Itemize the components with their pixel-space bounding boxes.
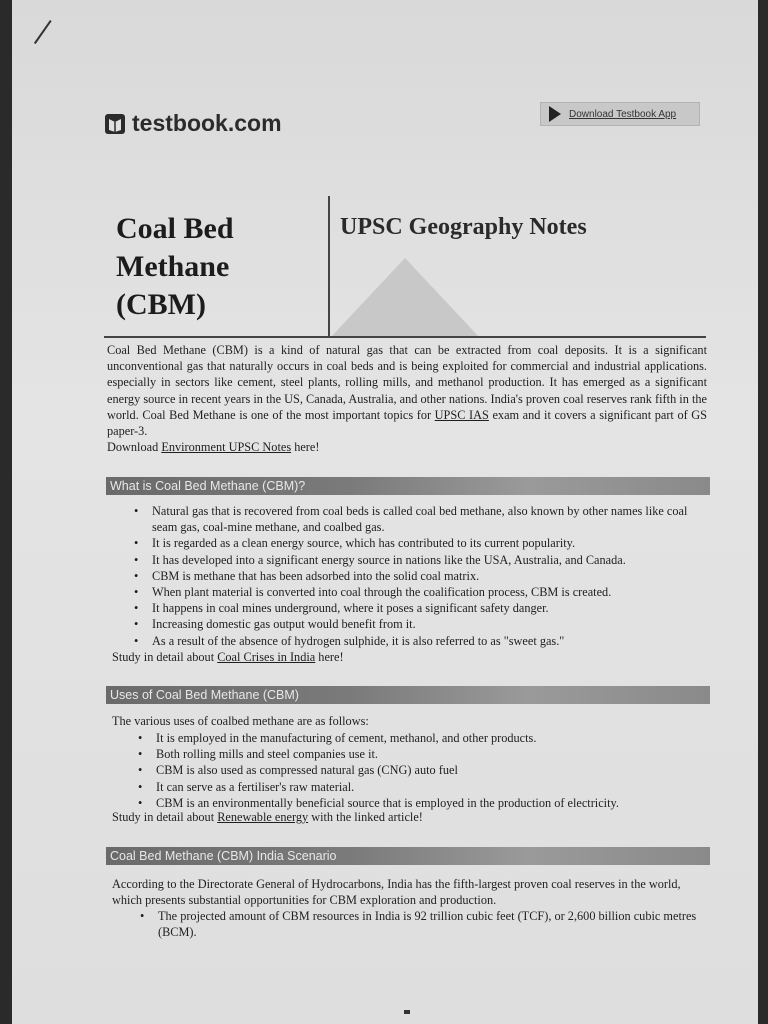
india-scenario-list [136, 908, 716, 940]
study-suffix: here! [315, 650, 344, 664]
section-heading-uses: Uses of Coal Bed Methane (CBM) [106, 686, 710, 704]
list-item: • Both rolling mills and steel companies use it. [134, 746, 714, 762]
list-item: • CBM is methane that has been adsorbed into the solid coal matrix. [130, 568, 710, 584]
decorative-triangle [330, 258, 480, 338]
study-prefix: Study in detail about [112, 650, 218, 664]
upsc-ias-link[interactable]: UPSC IAS [434, 407, 489, 422]
header-divider [104, 336, 706, 338]
book-logo-icon [104, 112, 126, 136]
download-app-label: Download Testbook App [569, 108, 677, 120]
environment-notes-link[interactable]: Environment UPSC Notes [161, 440, 292, 455]
intro-paragraph [107, 342, 707, 455]
logo-text: testbook.com [132, 110, 282, 136]
coal-crises-link[interactable]: Coal Crises in India [217, 650, 316, 664]
page-title: Coal Bed Methane (CBM) [116, 212, 234, 321]
download-app-button[interactable] [540, 102, 700, 126]
section-heading-india-scenario: Coal Bed Methane (CBM) India Scenario [106, 847, 710, 865]
list-item: • It is employed in the manufacturing of cement, methanol, and other products. [134, 730, 714, 746]
renewable-energy-link[interactable]: Renewable energy [217, 810, 309, 824]
list-item: • It is regarded as a clean energy source, which has contributed to its current popularity. [130, 535, 710, 551]
what-is-cbm-list [130, 503, 710, 649]
play-store-icon [549, 106, 561, 122]
document-page [12, 0, 758, 1024]
list-item: • When plant material is converted into coal through the coalification process, CBM is created. [130, 584, 710, 600]
pen-mark [34, 20, 52, 44]
study-renewable-energy [112, 809, 423, 825]
list-item: • Increasing domestic gas output would benefit from it. [130, 616, 710, 632]
study-suffix: with the linked article! [308, 810, 423, 824]
list-item: • CBM is an environmentally beneficial source that is employed in the production of electricity. [134, 795, 714, 811]
india-scenario-lead: According to the Directorate General of Hydrocarbons, India has the fifth-largest proven coal reserves in the world, which presents substantial opportunities for CBM exploration and production. [112, 877, 681, 907]
ink-smudge [404, 1010, 410, 1014]
list-item: • It has developed into a significant energy source in nations like the USA, Australia, and Canada. [130, 552, 710, 568]
study-coal-crises [112, 649, 344, 665]
list-item: • It can serve as a fertiliser's raw material. [134, 779, 714, 795]
intro-text-1: Coal Bed Methane (CBM) is a kind of natural gas that can be extracted from coal deposits. It is a significant unconventional gas that naturally occurs in coal beds and is being exploited for commercial and industrial applications. especially in sectors like cement, steel plants, rolling mills, and methanol production. It has emerged as a significant energy source in recent years in the US, Canada, Australia, and other nations. India's proven coal reserves rank fifth in the world. Coal Bed Methane is one of the most important topics for [107, 343, 707, 422]
list-item: • It happens in coal mines underground, where it poses a significant safety danger. [130, 600, 710, 616]
list-item: • CBM is also used as compressed natural gas (CNG) auto fuel [134, 762, 714, 778]
page-subtitle: UPSC Geography Notes [340, 214, 587, 240]
study-prefix: Study in detail about [112, 810, 218, 824]
uses-lead: The various uses of coalbed methane are as follows: [112, 714, 369, 728]
list-item: • The projected amount of CBM resources in India is 92 trillion cubic feet (TCF), or 2,600 billion cubic metres (BCM). [136, 908, 716, 940]
list-item: • As a result of the absence of hydrogen sulphide, it is also referred to as "sweet gas." [130, 633, 710, 649]
intro-text-2: exam and it covers a significant part of GS paper-3. [107, 407, 708, 439]
section-heading-what-is-cbm: What is Coal Bed Methane (CBM)? [106, 477, 710, 495]
testbook-logo[interactable] [104, 110, 282, 137]
uses-list [134, 730, 714, 811]
list-item: • Natural gas that is recovered from coal beds is called coal bed methane, also known by other names like coal seam gas, coal-mine methane, and coalbed gas. [130, 503, 710, 535]
download-prefix: Download [107, 440, 162, 455]
download-suffix: here! [291, 440, 320, 455]
